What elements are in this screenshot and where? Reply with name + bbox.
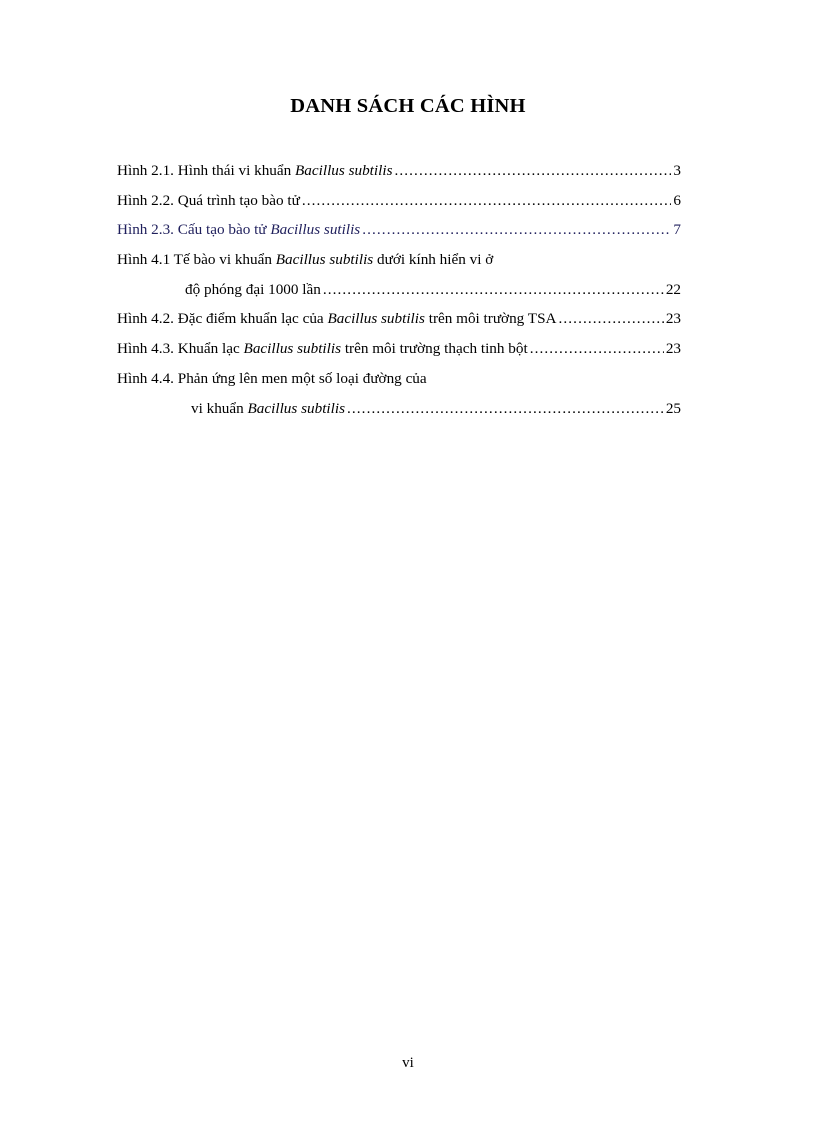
toc-entry-4-1-continued[interactable] <box>117 281 681 311</box>
toc-entry-2-1[interactable] <box>117 162 681 192</box>
dot-leader <box>347 400 664 418</box>
page-ref: 6 <box>673 191 681 209</box>
dot-leader <box>362 221 671 239</box>
dot-leader <box>394 162 671 180</box>
page-ref: 23 <box>665 310 681 328</box>
entry-text: Hình 4.1 Tế bào vi khuẩn Bacillus subtilis dưới kính hiển vi ở <box>117 251 494 269</box>
toc-entry-4-3[interactable] <box>117 340 681 370</box>
dot-leader <box>559 310 664 328</box>
toc-entry-4-1[interactable] <box>117 251 681 281</box>
toc-entry-2-2[interactable] <box>117 192 681 222</box>
entry-text: Hình 2.2. Quá trình tạo bào tử <box>117 191 300 209</box>
toc-entry-4-4[interactable] <box>117 370 681 400</box>
page-title: DANH SÁCH CÁC HÌNH <box>290 95 526 117</box>
toc-entry-4-4-continued[interactable] <box>117 400 681 430</box>
dot-leader <box>530 340 664 358</box>
figure-list <box>117 162 681 429</box>
entry-text: Hình 2.3. Cấu tạo bào tử Bacillus sutilis <box>117 221 361 239</box>
page-ref: 22 <box>665 280 681 298</box>
entry-text: vi khuẩn Bacillus subtilis <box>191 399 345 417</box>
dot-leader <box>323 281 664 299</box>
page-number: vi <box>402 1055 414 1071</box>
page-ref: 23 <box>665 340 681 358</box>
entry-text: Hình 4.2. Đặc điểm khuẩn lạc của Bacillus subtilis trên môi trường TSA <box>117 310 557 328</box>
page-ref: 7 <box>673 221 681 239</box>
entry-text: Hình 2.1. Hình thái vi khuẩn Bacillus subtilis <box>117 162 393 179</box>
page-ref: 25 <box>665 399 681 417</box>
entry-text: Hình 4.4. Phản ứng lên men một số loại đường của <box>117 369 427 387</box>
entry-text: Hình 4.3. Khuẩn lạc Bacillus subtilis trên môi trường thạch tinh bột <box>117 340 528 358</box>
dot-leader <box>302 192 672 210</box>
toc-entry-2-3[interactable] <box>117 221 681 251</box>
page-ref: 3 <box>673 162 681 179</box>
entry-text: độ phóng đại 1000 lần <box>185 280 321 298</box>
toc-entry-4-2[interactable] <box>117 310 681 340</box>
